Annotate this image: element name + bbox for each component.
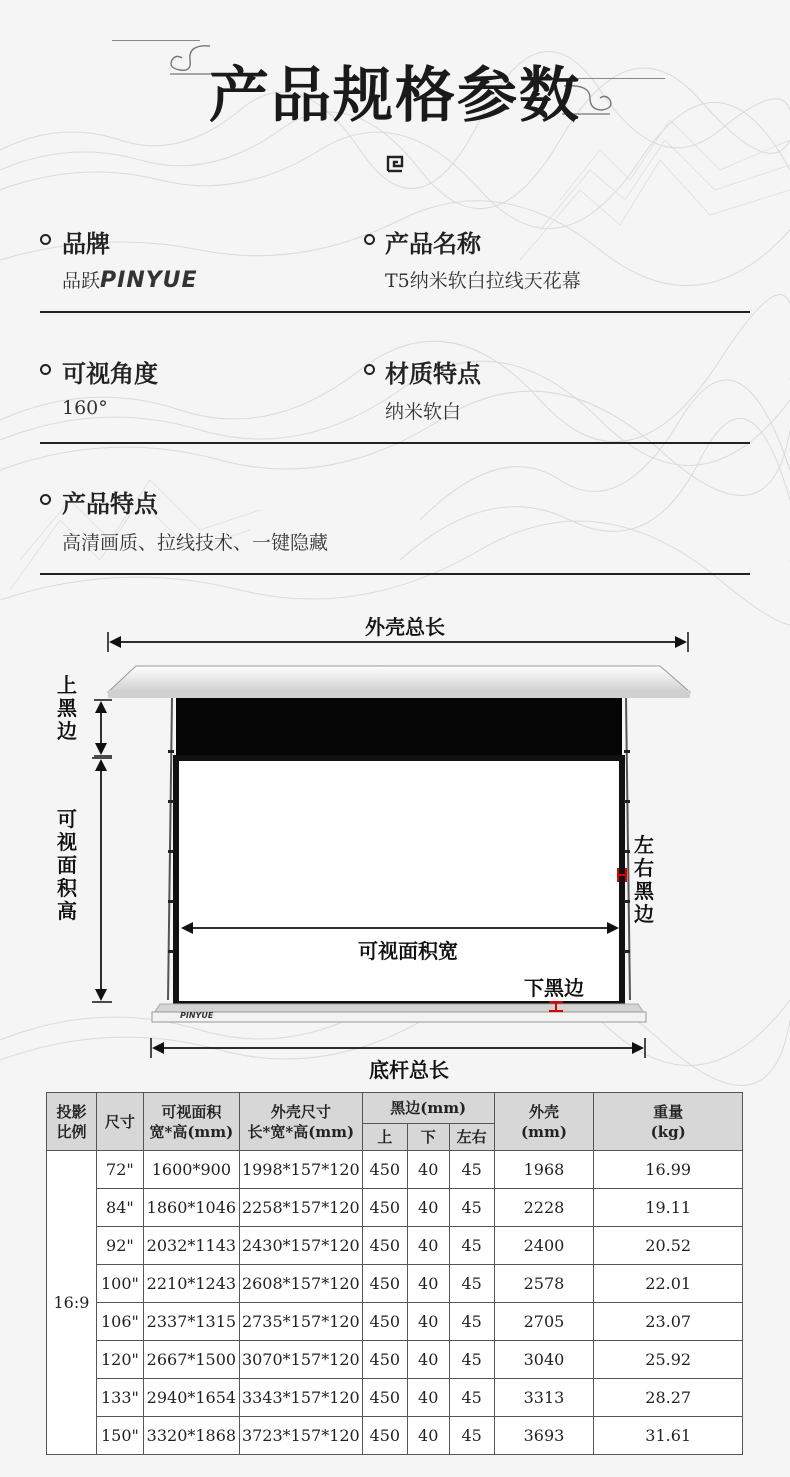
features-value: 高清画质、拉线技术、一键隐藏 (62, 532, 329, 554)
cell-sides: 45 (449, 1265, 494, 1303)
cell-weight: 20.52 (594, 1227, 743, 1265)
cell-ratio: 16:9 (47, 1151, 97, 1455)
cell-shell: 3313 (494, 1379, 594, 1417)
brand-value (62, 266, 198, 293)
features-label: 产品特点 (62, 489, 158, 518)
cell-weight: 19.11 (594, 1189, 743, 1227)
bullet-icon (40, 494, 51, 505)
viewing-angle-label: 可视角度 (62, 359, 158, 388)
table-body (47, 1151, 743, 1455)
table-row (47, 1341, 743, 1379)
cell-shell: 2578 (494, 1265, 594, 1303)
side-border-label: 左右黑边 (634, 833, 654, 926)
cell-shell-size: 3070*157*120 (239, 1341, 362, 1379)
viewing-angle-value: 160° (62, 397, 108, 419)
cell-top: 450 (362, 1227, 407, 1265)
cell-shell-size: 3343*157*120 (239, 1379, 362, 1417)
header-ratio: 投影比例 (47, 1093, 97, 1151)
header-weight-unit: (kg) (650, 1122, 686, 1141)
bottom-border-label: 下黑边 (524, 976, 584, 1000)
header-weight (594, 1093, 743, 1151)
visible-height-label: 可视面积高 (57, 807, 77, 923)
cell-visible: 1600*900 (143, 1151, 239, 1189)
bullet-icon (364, 234, 375, 245)
cell-visible: 2210*1243 (143, 1265, 239, 1303)
cell-size: 106" (96, 1303, 143, 1341)
cell-size: 133" (96, 1379, 143, 1417)
product-name-label: 产品名称 (385, 229, 481, 258)
header-shell-size (239, 1093, 362, 1151)
shell-length-label: 外壳总长 (365, 615, 445, 639)
header-shell-size-sub: 长*宽*高(mm) (247, 1122, 355, 1141)
cell-bottom: 40 (407, 1189, 449, 1227)
header-size: 尺寸 (96, 1093, 143, 1151)
header-weight-title: 重量 (653, 1102, 684, 1121)
cell-shell-size: 2258*157*120 (239, 1189, 362, 1227)
divider (40, 573, 750, 575)
cell-weight: 28.27 (594, 1379, 743, 1417)
cell-sides: 45 (449, 1151, 494, 1189)
header-shell-title: 外壳 (528, 1102, 559, 1121)
cell-size: 72" (96, 1151, 143, 1189)
divider (40, 442, 750, 444)
cell-size: 92" (96, 1227, 143, 1265)
bar-length-label: 底杆总长 (369, 1058, 449, 1082)
cell-sides: 45 (449, 1303, 494, 1341)
table-row (47, 1189, 743, 1227)
cell-visible: 2337*1315 (143, 1303, 239, 1341)
cell-bottom: 40 (407, 1303, 449, 1341)
divider (40, 311, 750, 313)
cell-shell: 2228 (494, 1189, 594, 1227)
bullet-icon (364, 364, 375, 375)
spec-table (46, 1092, 743, 1455)
header-shell (494, 1093, 594, 1151)
table-row (47, 1227, 743, 1265)
cell-shell: 2705 (494, 1303, 594, 1341)
cell-bottom: 40 (407, 1151, 449, 1189)
table-row (47, 1151, 743, 1189)
material-label: 材质特点 (385, 359, 481, 388)
header-visible-area (143, 1093, 239, 1151)
header-visible-area-title: 可视面积 (161, 1102, 222, 1121)
cell-size: 150" (96, 1417, 143, 1455)
cell-shell: 2400 (494, 1227, 594, 1265)
cell-bottom: 40 (407, 1379, 449, 1417)
cell-visible: 2940*1654 (143, 1379, 239, 1417)
cell-visible: 2032*1143 (143, 1227, 239, 1265)
table-row (47, 1379, 743, 1417)
cell-size: 84" (96, 1189, 143, 1227)
table-row (47, 1417, 743, 1455)
cell-visible: 1860*1046 (143, 1189, 239, 1227)
visible-width-label: 可视面积宽 (358, 939, 458, 963)
table-row (47, 1265, 743, 1303)
bullet-icon (40, 234, 51, 245)
cell-visible: 2667*1500 (143, 1341, 239, 1379)
cell-weight: 31.61 (594, 1417, 743, 1455)
cell-bottom: 40 (407, 1341, 449, 1379)
header-bottom: 下 (407, 1124, 449, 1151)
cell-bottom: 40 (407, 1265, 449, 1303)
cell-weight: 25.92 (594, 1341, 743, 1379)
header-sides: 左右 (449, 1124, 494, 1151)
header-shell-unit: (mm) (520, 1122, 567, 1141)
cell-shell-size: 3723*157*120 (239, 1417, 362, 1455)
header-black-border: 黑边(mm) (362, 1093, 494, 1124)
bullet-icon (40, 364, 51, 375)
material-value: 纳米软白 (385, 401, 462, 423)
cell-top: 450 (362, 1379, 407, 1417)
brand-logo: PINYUE (100, 268, 198, 293)
cell-sides: 45 (449, 1417, 494, 1455)
cell-top: 450 (362, 1303, 407, 1341)
brand-label: 品牌 (62, 229, 110, 258)
cell-weight: 23.07 (594, 1303, 743, 1341)
header-shell-size-title: 外壳尺寸 (270, 1102, 331, 1121)
cell-shell: 3693 (494, 1417, 594, 1455)
cell-top: 450 (362, 1265, 407, 1303)
cell-top: 450 (362, 1151, 407, 1189)
cell-weight: 22.01 (594, 1265, 743, 1303)
cell-top: 450 (362, 1341, 407, 1379)
cell-size: 120" (96, 1341, 143, 1379)
cell-sides: 45 (449, 1341, 494, 1379)
brand-value-cn: 品跃 (62, 270, 101, 292)
header-top: 上 (362, 1124, 407, 1151)
cell-sides: 45 (449, 1227, 494, 1265)
cell-size: 100" (96, 1265, 143, 1303)
cell-top: 450 (362, 1189, 407, 1227)
cell-shell: 3040 (494, 1341, 594, 1379)
cell-shell-size: 1998*157*120 (239, 1151, 362, 1189)
cell-shell-size: 2735*157*120 (239, 1303, 362, 1341)
cell-shell-size: 2430*157*120 (239, 1227, 362, 1265)
cell-shell: 1968 (494, 1151, 594, 1189)
cell-sides: 45 (449, 1379, 494, 1417)
bar-logo: PINYUE (180, 1011, 214, 1020)
header-visible-area-sub: 宽*高(mm) (149, 1122, 234, 1141)
cell-weight: 16.99 (594, 1151, 743, 1189)
cell-visible: 3320*1868 (143, 1417, 239, 1455)
cell-top: 450 (362, 1417, 407, 1455)
cell-shell-size: 2608*157*120 (239, 1265, 362, 1303)
page-title: 产品规格参数 (209, 61, 581, 131)
screen-diagram (0, 600, 790, 1080)
cell-bottom: 40 (407, 1417, 449, 1455)
top-border-label: 上黑边 (57, 673, 77, 743)
cell-sides: 45 (449, 1189, 494, 1227)
meander-icon (385, 154, 405, 174)
product-name-value: T5纳米软白拉线天花幕 (385, 270, 581, 292)
table-row (47, 1303, 743, 1341)
cell-bottom: 40 (407, 1227, 449, 1265)
